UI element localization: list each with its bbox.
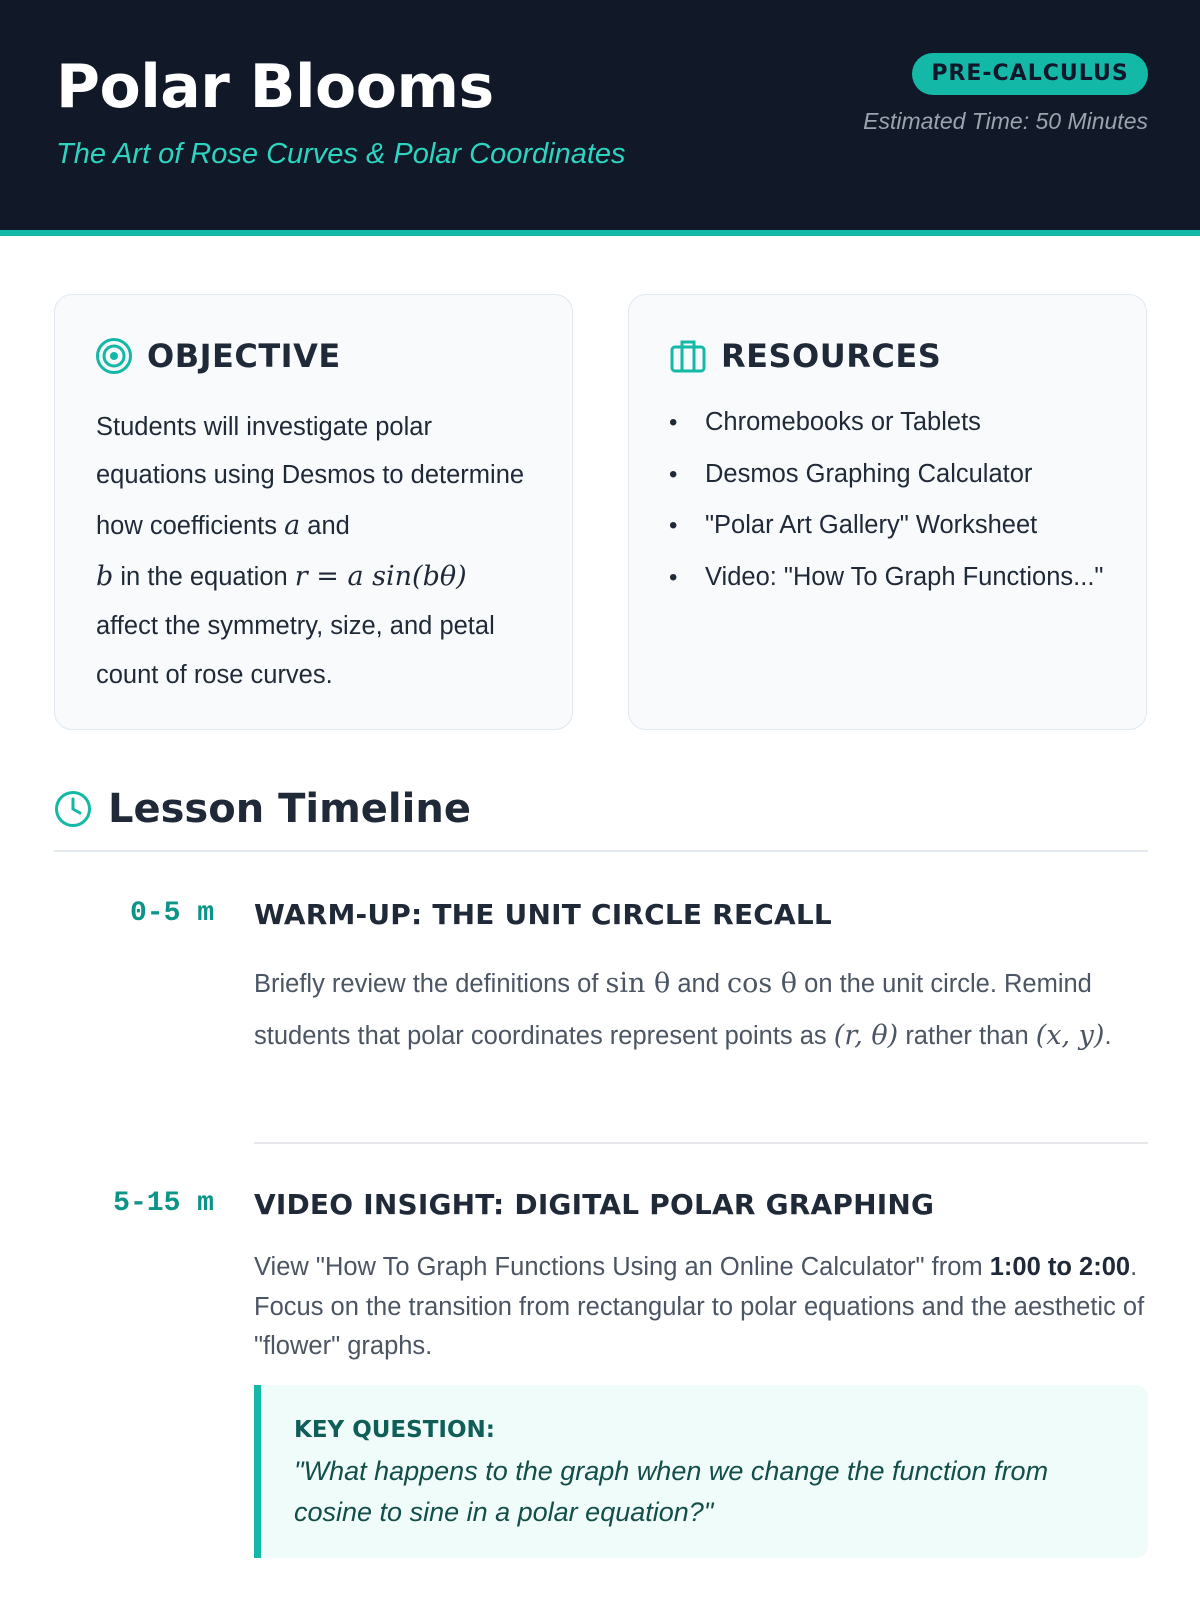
step-text: . bbox=[1104, 1021, 1112, 1050]
sin-theta: sin θ bbox=[605, 968, 671, 999]
objective-card bbox=[54, 294, 573, 730]
objective-text-part: in the equation bbox=[120, 563, 288, 592]
timeline-heading bbox=[54, 786, 471, 832]
resources-list bbox=[669, 403, 1119, 609]
divider bbox=[254, 1142, 1148, 1144]
rect-point: (x, y) bbox=[1035, 1019, 1105, 1051]
step-text: . Focus on the transition from rectangular to polar equations and the aesthetic of "flower" graphs. bbox=[254, 1253, 1145, 1361]
list-item: • "Polar Art Gallery" Worksheet bbox=[669, 511, 1038, 540]
list-item: • Video: "How To Graph Functions..." bbox=[669, 562, 1104, 591]
objective-text bbox=[96, 403, 536, 699]
resource-label: Chromebooks or Tablets bbox=[705, 408, 981, 436]
clock-icon bbox=[54, 790, 92, 828]
step-text: View "How To Graph Functions Using an Online Calculator" from bbox=[254, 1253, 983, 1281]
key-question-box bbox=[254, 1385, 1148, 1558]
objective-text-part: and bbox=[307, 511, 350, 540]
list-item: • Desmos Graphing Calculator bbox=[669, 459, 1033, 488]
resource-label: Video: "How To Graph Functions..." bbox=[705, 562, 1104, 591]
objective-text-part: affect the symmetry, size, and petal count of rose curves. bbox=[96, 612, 495, 689]
step-text: and bbox=[677, 970, 720, 998]
list-item: • Chromebooks or Tablets bbox=[669, 408, 981, 436]
target-icon bbox=[95, 337, 133, 375]
objective-heading bbox=[95, 337, 341, 375]
divider bbox=[54, 850, 1148, 852]
resource-label: "Polar Art Gallery" Worksheet bbox=[705, 511, 1038, 540]
estimated-time: Estimated Time: 50 Minutes bbox=[863, 108, 1148, 134]
step-body bbox=[254, 1248, 1146, 1367]
step-time: 5-15 m bbox=[113, 1188, 214, 1219]
step-text: on the unit circle. Remind students that polar coordinates represent points as bbox=[254, 970, 1092, 1050]
key-question-label: KEY QUESTION: bbox=[294, 1417, 495, 1443]
step-text: rather than bbox=[905, 1021, 1029, 1050]
lesson-header bbox=[0, 0, 1200, 236]
rose-equation: r = a sin(bθ) bbox=[294, 561, 467, 593]
video-timestamp: 1:00 to 2:00 bbox=[989, 1253, 1131, 1281]
step-text: Briefly review the definitions of bbox=[254, 970, 599, 998]
variable-a: a bbox=[284, 509, 301, 541]
page-subtitle: The Art of Rose Curves & Polar Coordinates bbox=[56, 138, 626, 170]
variable-b: b bbox=[96, 561, 114, 593]
objective-text-part: Students will investigate polar equations using Desmos to determine how coefficients bbox=[96, 413, 525, 540]
step-time: 0-5 m bbox=[129, 898, 214, 929]
step-title: VIDEO INSIGHT: DIGITAL POLAR GRAPHING bbox=[254, 1188, 935, 1221]
resource-label: Desmos Graphing Calculator bbox=[705, 459, 1033, 488]
page-title: Polar Blooms bbox=[56, 52, 494, 122]
resources-title: RESOURCES bbox=[721, 337, 942, 375]
resources-card bbox=[628, 294, 1147, 730]
timeline-title: Lesson Timeline bbox=[108, 786, 471, 832]
step-title: WARM-UP: THE UNIT CIRCLE RECALL bbox=[254, 898, 832, 931]
step-body bbox=[254, 958, 1146, 1062]
cos-theta: cos θ bbox=[726, 968, 798, 999]
polar-point: (r, θ) bbox=[833, 1019, 899, 1051]
briefcase-icon bbox=[669, 337, 707, 375]
objective-title: OBJECTIVE bbox=[147, 337, 341, 375]
resources-heading bbox=[669, 337, 941, 375]
subject-badge: PRE-CALCULUS bbox=[912, 53, 1148, 95]
key-question-text: "What happens to the graph when we change the function from cosine to sine in a polar equation?" bbox=[294, 1456, 1049, 1527]
